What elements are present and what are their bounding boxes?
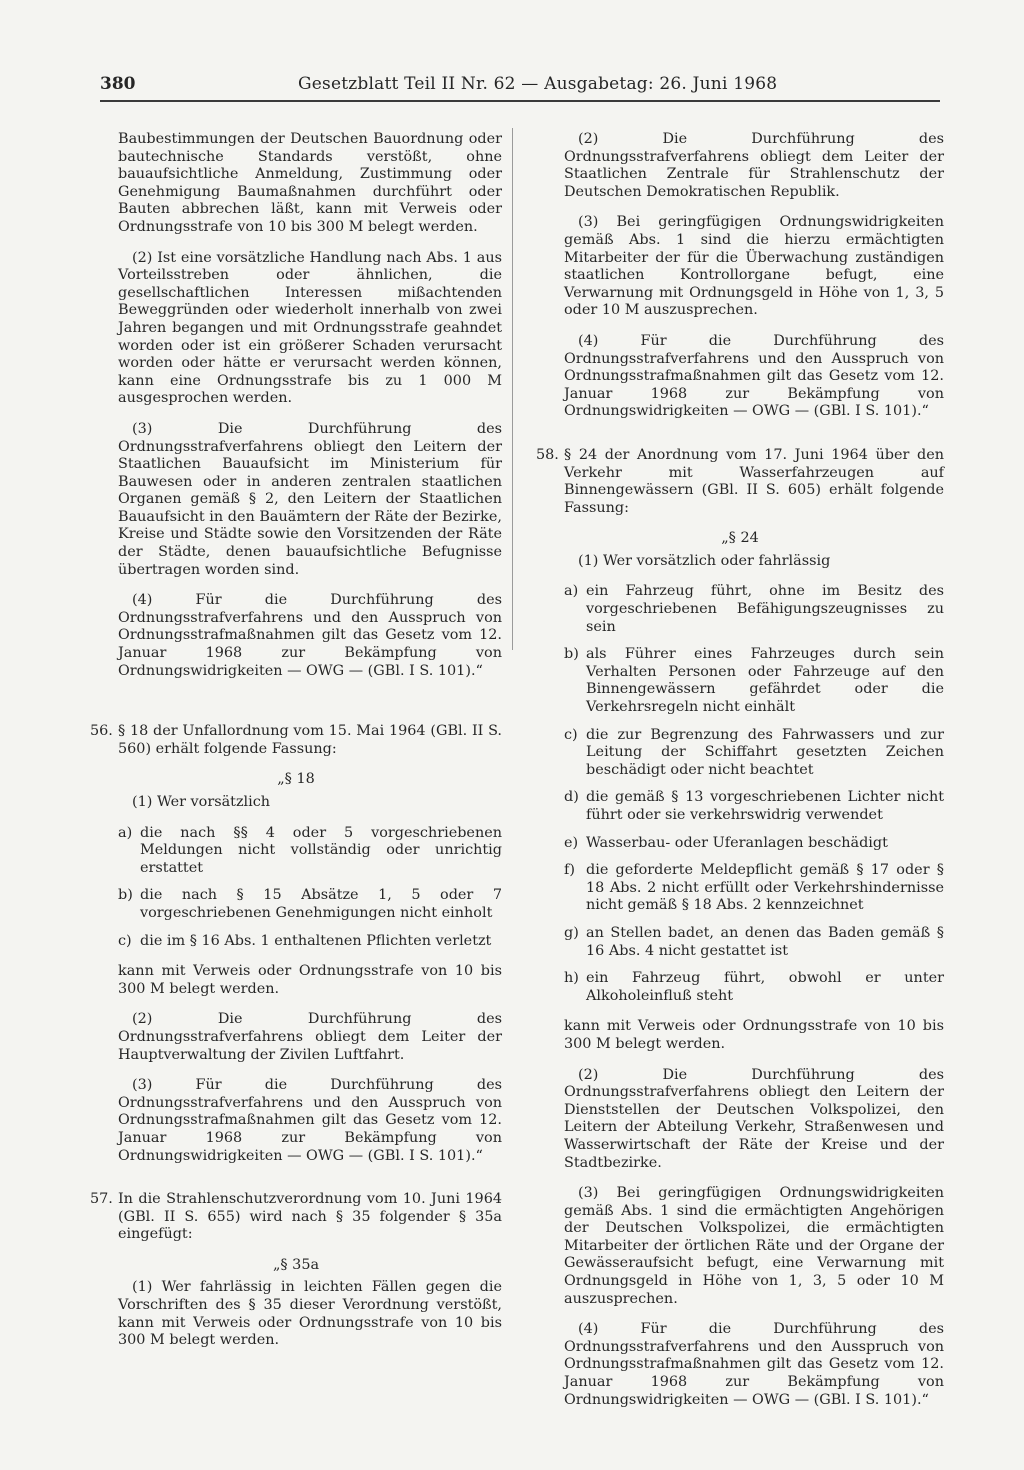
paragraph-4: (4) Für die Durchführung des Ordnungsstrafverfahrens und den Ausspruch von Ordnungsstrafmaßnahmen gilt das Gesetz vom 12. Januar 1968 zur Bekämpfung von Ordnungswidrigkeiten — OWG — (GBl. I S. 101).“ — [564, 332, 944, 420]
offence-list — [564, 583, 944, 1005]
page-number: 380 — [100, 74, 136, 94]
paragraph-4: (4) Für die Durchführung des Ordnungsstrafverfahrens und den Ausspruch von Ordnungsstrafmaßnahmen gilt das Gesetz vom 12. Januar 1968 zur Bekämpfung von Ordnungswidrigkeiten — OWG — (GBl. I S. 101).“ — [118, 592, 502, 679]
list-item: g) an Stellen badet, an denen das Baden gemäß § 16 Abs. 4 nicht gestattet ist — [564, 924, 944, 959]
paragraph-3: (3) Die Durchführung des Ordnungsstrafverfahrens obliegt den Leitern der Staatlichen Bauaufsicht im Ministerium für Bauwesen oder in anderen zentralen staatlichen Organen gemäß § 2, den Leitern der Staatlichen Bauaufsicht in den Bauämtern der Räte der Bezirke, Kreise und Städte sowie den Vorsitzenden der Räte der Städte, denen bauaufsichtliche Befugnisse übertragen worden sind. — [118, 420, 502, 578]
paragraph-2: (2) Die Durchführung des Ordnungsstrafverfahrens obliegt den Leitern der Dienststellen der Deutschen Volkspolizei, den Leitern der Abteilung Verkehr, Straßenwesen und Wasserwirtschaft der Räte der Kreise und der Stadtbezirke. — [564, 1066, 944, 1171]
paragraph-3: (3) Für die Durchführung des Ordnungsstrafverfahrens und den Ausspruch von Ordnungsstrafmaßnahmen gilt das Gesetz vom 12. Januar 1968 zur Bekämpfung von Ordnungswidrigkeiten — OWG — (GBl. I S. 101).“ — [118, 1077, 502, 1164]
item-text: § 18 der Unfallordnung vom 15. Mai 1964 (GBl. II S. 560) erhält folgende Fassung: — [118, 723, 502, 757]
list-item: b) die nach § 15 Absätze 1, 5 oder 7 vorgeschriebenen Genehmigungen nicht einholt — [118, 887, 502, 921]
list-item: c) die zur Begrenzung des Fahrwassers und zur Leitung der Schiffahrt gesetzten Zeichen beschädigt oder nicht beachtet — [564, 726, 944, 778]
left-column — [90, 131, 502, 1363]
list-item: h) ein Fahrzeug führt, obwohl er unter Alkoholeinfluß steht — [564, 970, 944, 1004]
item-58 — [536, 447, 944, 517]
paragraph-4: (4) Für die Durchführung des Ordnungsstrafverfahrens und den Ausspruch von Ordnungsstrafmaßnahmen gilt das Gesetz vom 12. Januar 1968 zur Bekämpfung von Ordnungswidrigkeiten — OWG — (GBl. I S. 101).“ — [564, 1321, 944, 1408]
paragraph-3: (3) Bei geringfügigen Ordnungswidrigkeiten gemäß Abs. 1 sind die ermächtigten Angehörigen der Deutschen Volkspolizei, die ermächtigten Mitarbeiter der örtlichen Räte und der Organe der Gewässeraufsicht befugt, eine Verwarnung mit Ordnungsgeld in Höhe von 1, 3, 5 oder 10 M auszusprechen. — [564, 1185, 944, 1307]
paragraph-2: (2) Die Durchführung des Ordnungsstrafverfahrens obliegt dem Leiter der Staatlichen Zentrale für Strahlenschutz der Deutschen Demokratischen Republik. — [564, 131, 944, 200]
list-item: d) die gemäß § 13 vorgeschriebenen Lichter nicht führt oder sie verkehrswidrig verwendet — [564, 789, 944, 823]
section-heading: „§ 24 — [721, 530, 759, 547]
list-item: c) die im § 16 Abs. 1 enthaltenen Pflichten verletzt — [118, 932, 492, 949]
item-57 — [90, 1191, 502, 1244]
paragraph-2: (2) Ist eine vorsätzliche Handlung nach Abs. 1 aus Vorteilsstreben oder ähnlichen, die gesellschaftlichen Interessen mißachtenden Beweggründen oder wiederholt innerhalb von zwei Jahren begangen und mit Ordnungsstrafe geahndet worden oder ist ein größerer Schaden verursacht worden oder hätte er verursacht werden können, kann eine Ordnungsstrafe bis zu 1 000 M ausgesprochen werden. — [118, 249, 502, 407]
list-item: b) als Führer eines Fahrzeuges durch sein Verhalten Personen oder Fahrzeuge auf den Binnengewässern gefährdet oder die Verkehrsregeln nicht einhält — [564, 646, 944, 716]
page-header — [100, 74, 940, 102]
list-item: e) Wasserbau- oder Uferanlagen beschädigt — [564, 834, 888, 851]
item-56 — [90, 723, 502, 758]
list-item: f) die geforderte Meldepflicht gemäß § 17 oder § 18 Abs. 2 nicht erfüllt oder Verkehrshindernisse nicht gemäß § 18 Abs. 2 kennzeichnet — [564, 862, 944, 914]
penalty-text: kann mit Verweis oder Ordnungsstrafe von 10 bis 300 M belegt werden. — [564, 1018, 944, 1052]
section-heading: „§ 35a — [272, 1256, 320, 1273]
column-divider — [512, 128, 513, 650]
paragraph-1: (1) Wer vorsätzlich oder fahrlässig — [578, 552, 831, 569]
item-number: 57. — [90, 1191, 113, 1208]
section-heading: „§ 18 — [277, 771, 315, 788]
penalty-text: kann mit Verweis oder Ordnungsstrafe von 10 bis 300 M belegt werden. — [118, 963, 502, 997]
item-text: In die Strahlenschutzverordnung vom 10. Juni 1964 (GBl. II S. 655) wird nach § 35 folgender § 35a eingefügt: — [118, 1191, 502, 1243]
item-text: § 24 der Anordnung vom 17. Juni 1964 über den Verkehr mit Wasserfahrzeugen auf Binnengewässern (GBl. II S. 605) erhält folgende Fassung: — [564, 446, 944, 516]
paragraph-1: (1) Wer vorsätzlich — [132, 794, 271, 810]
paragraph-3: (3) Bei geringfügigen Ordnungswidrigkeiten gemäß Abs. 1 sind die hierzu ermächtigten Mitarbeiter der für die Überwachung zuständigen staatlichen Kontrollorgane befugt, eine Verwarnung mit Ordnungsgeld in Höhe von 1, 3, 5 oder 10 M auszusprechen. — [564, 214, 944, 319]
item-number: 56. — [90, 723, 113, 740]
paragraph-2: (2) Die Durchführung des Ordnungsstrafverfahrens obliegt dem Leiter der Hauptverwaltung der Zivilen Luftfahrt. — [118, 1011, 502, 1063]
list-item: a) ein Fahrzeug führt, ohne im Besitz des vorgeschriebenen Befähigungszeugnisses zu sein — [564, 583, 944, 635]
right-column — [536, 131, 944, 1422]
paragraph-1: (1) Wer fahrlässig in leichten Fällen gegen die Vorschriften des § 35 dieser Verordnung verstößt, kann mit Verweis oder Ordnungsstrafe von 10 bis 300 M belegt werden. — [118, 1279, 502, 1349]
list-item: a) die nach §§ 4 oder 5 vorgeschriebenen Meldungen nicht vollständig oder unrichtig erstattet — [118, 824, 502, 876]
continued-paragraph: Baubestimmungen der Deutschen Bauordnung oder bautechnische Standards verstößt, ohne bauaufsichtliche Anmeldung, Zustimmung oder Genehmigung Baumaßnahmen durchführt oder Bauten abbrechen läßt, kann mit Verweis oder Ordnungsstrafe von 10 bis 300 M belegt werden. — [118, 131, 502, 235]
running-title: Gesetzblatt Teil II Nr. 62 — Ausgabetag: 26. Juni 1968 — [298, 74, 778, 94]
item-number: 58. — [536, 446, 559, 463]
offence-list — [118, 825, 502, 951]
